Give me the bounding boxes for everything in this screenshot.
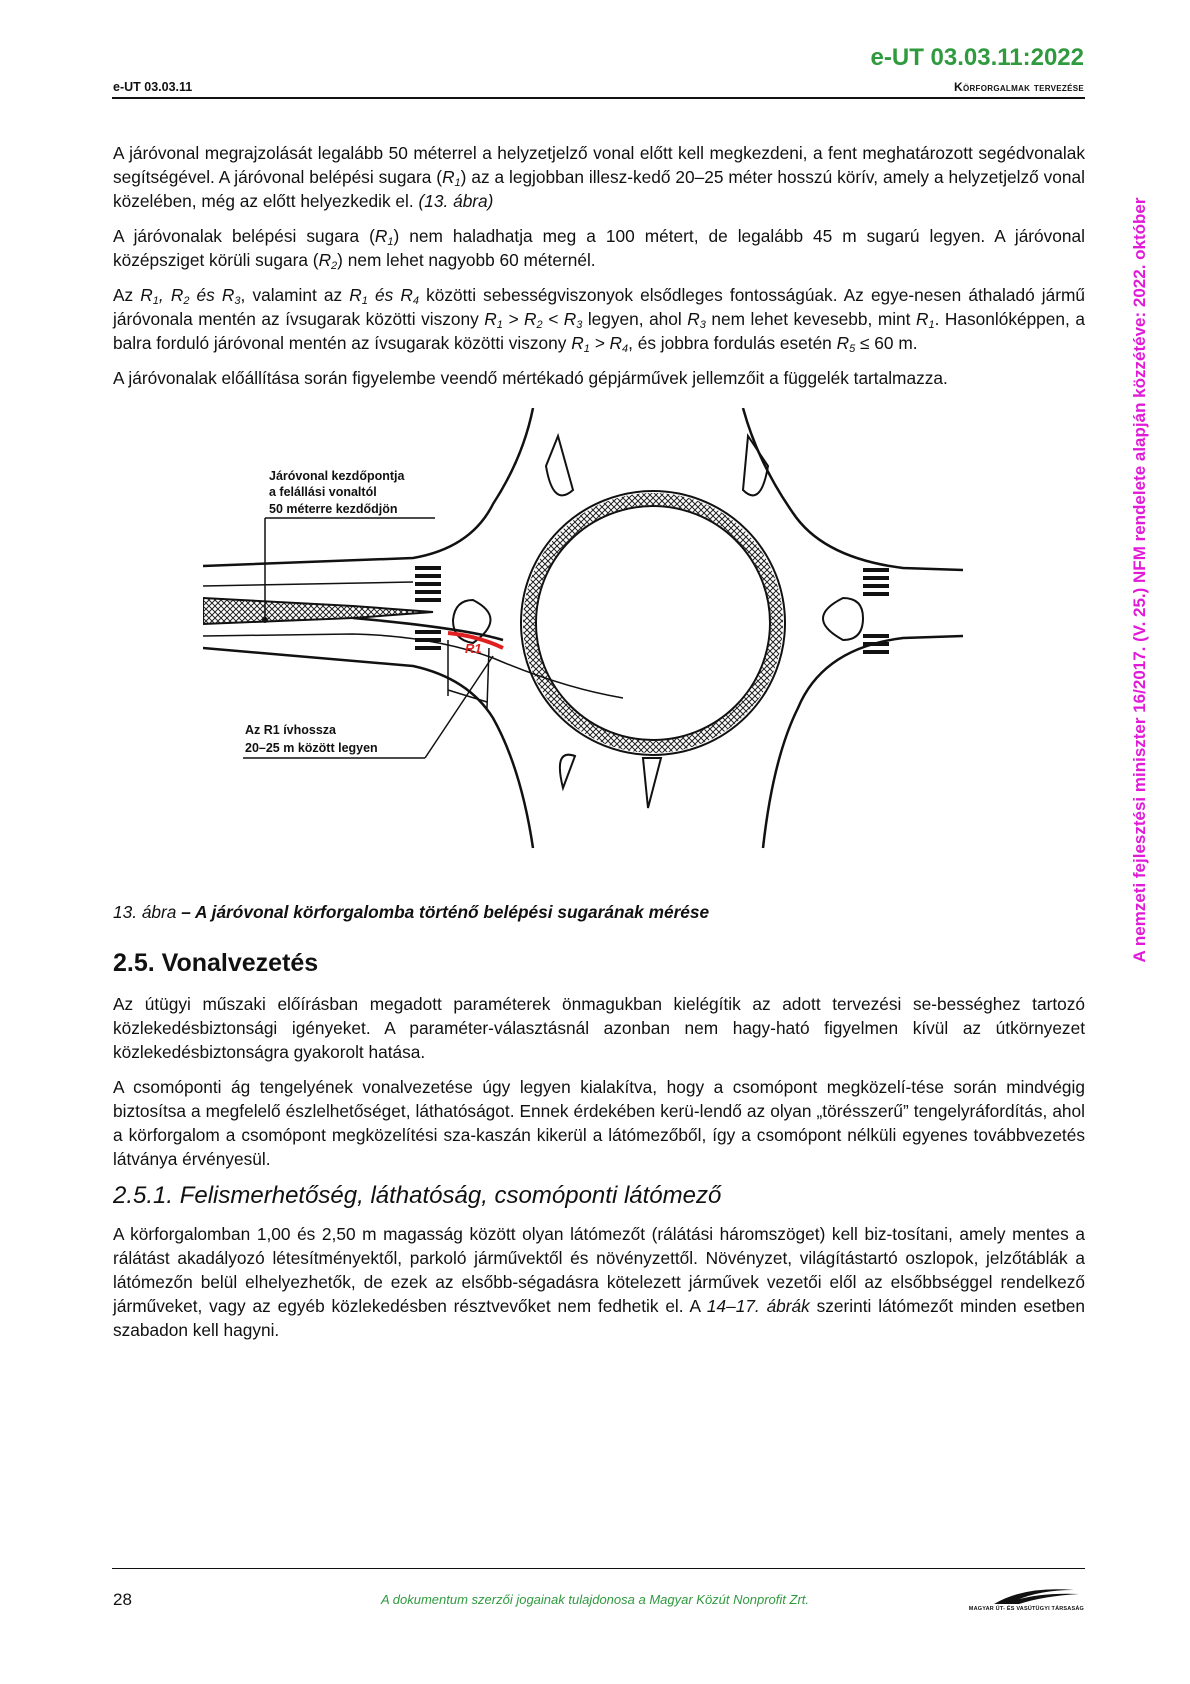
- figure-caption: [113, 902, 1085, 923]
- figure-label-arc-1: Az R1 ívhossza: [245, 723, 337, 737]
- paragraph: [113, 141, 1085, 213]
- text-run: , és jobbra fordulás esetén: [628, 333, 837, 353]
- text-run: , valamint az: [240, 285, 350, 305]
- figure-label-start-1: Járóvonal kezdőpontja: [269, 469, 405, 483]
- roundabout-figure: [113, 408, 1085, 888]
- math-symbol: $R_1$ és $R_4$: [349, 285, 419, 307]
- header-doc-code: e-UT 03.03.11: [113, 80, 193, 94]
- publisher-logo: [934, 1584, 1084, 1612]
- text-run: nem lehet kevesebb, mint: [705, 309, 916, 329]
- header-section-title: Körforgalmak tervezése: [953, 80, 1084, 94]
- document-code-title: e-UT 03.03.11:2022: [870, 44, 1084, 71]
- footer-divider: [112, 1568, 1085, 1569]
- text-run: szerinti látómezőt minden esetben szabadon kell hagyni.: [113, 1296, 1086, 1340]
- subsection-heading: 2.5.1. Felismerhetőség, láthatóság, csomóponti látómező: [113, 1182, 722, 1209]
- logo-swoosh-icon: [934, 1584, 1084, 1606]
- math-symbol: $R_1$, $R_2$ és $R_3$: [140, 285, 241, 307]
- section-heading: 2.5. Vonalvezetés: [113, 949, 319, 977]
- publication-side-note: A nemzeti fejlesztési miniszter 16/2017. (V. 25.) NFM rendelete alapján közzétéve: 2022. október: [1130, 197, 1149, 963]
- text-run: Az: [113, 285, 141, 305]
- text-run: A körforgalomban 1,00 és 2,50 m magasság között olyan látómezőt (rálátási háromszöget) kell biz-tosítani, amely mentes a rálátást akadályozó létesítményektől, parkoló járművektől és növényzettől. Növényzet, világítástartó oszlopok, jelzőtáblák a látómezőn belül elhelyezhetők, de ezek az elsőbb-ségadásra kötelezett járművek vezetői elől az elsőbbséggel rendelkező járműveket, vagy az egyéb közlekedésben résztvevőket nem fedhetik el. A: [113, 1224, 1085, 1316]
- start-point-dot: [262, 617, 268, 623]
- text-run: közötti sebességviszonyok elsődleges fontosságúak. Az egye-nesen áthaladó jármű járóvonala mentén az ívsugarak közötti viszony: [113, 285, 1086, 329]
- caption-text: – A járóvonal körforgalomba történő belépési sugarának mérése: [181, 902, 710, 922]
- figure-label-arc-2: 20–25 m között legyen: [245, 741, 378, 755]
- math-symbol: $R_2$: [318, 250, 338, 272]
- figure-reference: (13. ábra): [418, 191, 494, 211]
- footer-copyright: A dokumentum szerzői jogainak tulajdonosa a Magyar Közút Nonprofit Zrt.: [380, 1592, 809, 1607]
- figure-label-start-3: 50 méterre kezdődjön: [269, 502, 398, 516]
- text-run: ≤ 60 m.: [855, 333, 918, 353]
- text-run: . Hasonlóképpen, a balra forduló járóvonal mentén az ívsugarak közötti viszony: [113, 309, 1085, 353]
- text-run: ) nem lehet nagyobb 60 méternél.: [337, 250, 596, 270]
- paragraph: Az útügyi műszaki előírásban megadott paraméterek önmagukban kielégítik az adott tervezési se-bességhez tartozó közlekedésbiztonsági igényeket. A paraméter-választásnál azonban nem hagy-ható figyelmen kívül az útkörnyezet közlekedésbiztonságra gyakorolt hatása.: [113, 994, 1085, 1062]
- math-symbol: $R_1$: [915, 309, 935, 331]
- figure-label-start-2: a felállási vonaltól: [269, 485, 377, 499]
- text-run: A járóvonalak belépési sugara (: [113, 226, 375, 246]
- text-run: ) nem haladhatja meg a 100 métert, de legalább 45 m sugarú legyen. A járóvonal középsziget körüli sugara (: [113, 226, 1085, 270]
- figure-reference: 14–17. ábrák: [706, 1296, 810, 1316]
- page-content: [113, 141, 1085, 1353]
- paragraph: A járóvonalak előállítása során figyelembe veendő mértékadó gépjárművek jellemzőit a függelék tartalmazza.: [113, 368, 948, 388]
- math-symbol: $R_5$: [836, 333, 856, 355]
- paragraph: [113, 283, 1085, 355]
- caption-number: 13. ábra: [113, 902, 177, 922]
- logo-text: MAGYAR ÚT- ÉS VASÚTÜGYI TÁRSASÁG: [968, 1606, 1084, 1612]
- header-divider: [112, 97, 1085, 99]
- math-symbol: $R_1$: [374, 226, 394, 248]
- arc-length-dimension: [425, 640, 493, 758]
- paragraph-text: A járóvonal megrajzolását legalább 50 méterrel a helyzetjelző vonal előtt kell megkezdeni, a fent meghatározott segédvonalak segítségével. A járóvonal belépési sugara $(R_1)$ az a legjobban illesz-kedő 20–25 méter hosszú körív, amely a helyzetjelző vonal közelében, még az előtt helyezkedik el.: [113, 143, 1085, 211]
- page-number: 28: [113, 1590, 132, 1609]
- math-symbol: $R_3$: [687, 309, 706, 331]
- math-symbol: $R_1 > R_4$: [571, 333, 629, 355]
- roundabout-diagram: [203, 408, 963, 868]
- r1-marker: R1: [465, 641, 482, 656]
- text-run: legyen, ahol: [582, 309, 688, 329]
- central-island: [521, 491, 785, 755]
- paragraph: A csomóponti ág tengelyének vonalvezetése úgy legyen kialakítva, hogy a csomópont megközelí-tése során mindvégig biztosítsa a megfelelő észlelhetőséget, láthatóságot. Ennek érdekében kerü-lendő az olyan „törésszerű” tengelyráfordítás, ahol a körforgalom a csomópont megközelítési sza-kaszán kikerül a látómezőből, így a csomópont nélküli egyenes továbbvezetés látványa érvényesül.: [113, 1077, 1085, 1169]
- paragraph: [113, 224, 1085, 272]
- paragraph: [113, 1222, 1085, 1342]
- math-symbol: $R_1 > R_2 < R_3$: [484, 309, 583, 331]
